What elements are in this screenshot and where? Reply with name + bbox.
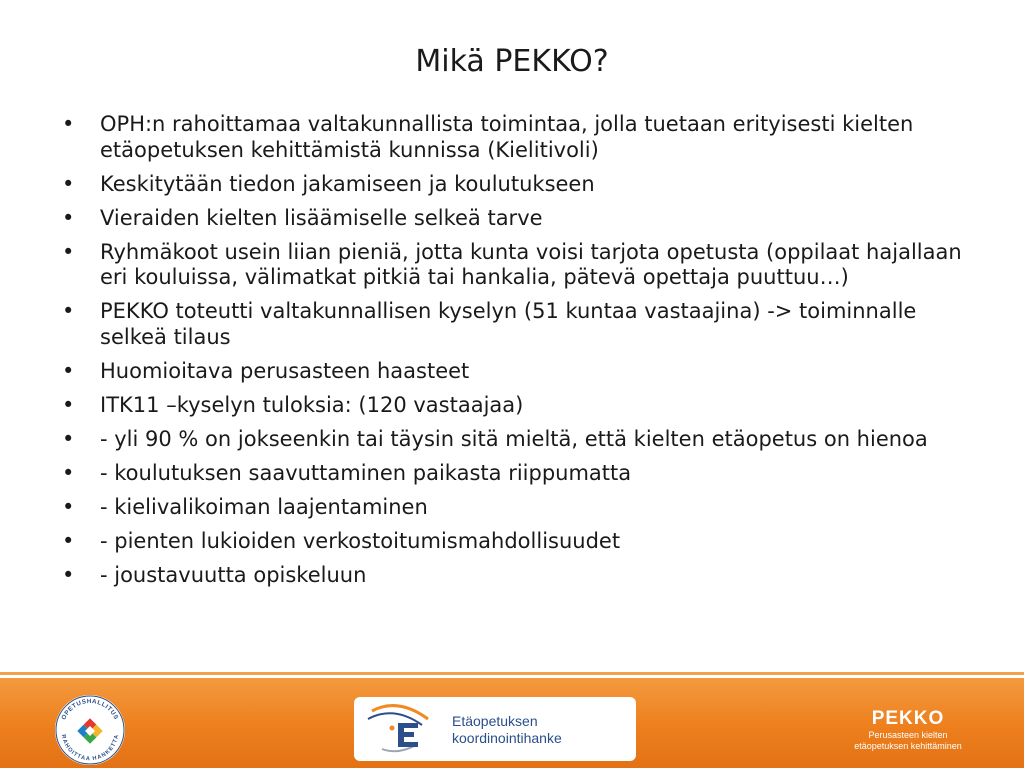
etaopetus-logo-line1: Etäopetuksen bbox=[452, 713, 538, 729]
bullet-dot-icon: • bbox=[62, 239, 75, 264]
pekko-brand bbox=[840, 708, 976, 752]
bullet-dot-icon: • bbox=[62, 358, 75, 383]
bullet-item bbox=[62, 240, 962, 291]
bullet-text: - joustavuutta opiskeluun bbox=[100, 562, 367, 587]
bullet-dot-icon: • bbox=[62, 528, 75, 553]
opetushallitus-seal-icon bbox=[54, 694, 126, 766]
bullet-text: - pienten lukioiden verkostoitumismahdollisuudet bbox=[100, 528, 621, 553]
bullet-dot-icon: • bbox=[62, 112, 75, 136]
bullet-text: - kielivalikoiman laajentaminen bbox=[100, 494, 428, 519]
slide-title: Mikä PEKKO? bbox=[415, 44, 609, 79]
etaopetus-logo-line2: koordinointihanke bbox=[452, 730, 562, 746]
bullet-dot-icon: • bbox=[62, 460, 75, 485]
bullet-text: Vieraiden kielten lisäämiselle selkeä tarve bbox=[100, 205, 543, 230]
pekko-brand-subtitle-2: etäopetuksen kehittäminen bbox=[854, 741, 962, 751]
etaopetus-logo-text bbox=[452, 713, 562, 747]
bullet-item bbox=[62, 529, 962, 555]
etaopetus-coordination-logo bbox=[354, 697, 636, 761]
bullet-item bbox=[62, 563, 962, 589]
bullet-item bbox=[62, 206, 962, 232]
bullet-list bbox=[62, 112, 962, 597]
bullet-text: ITK11 –kyselyn tuloksia: (120 vastaajaa) bbox=[100, 392, 524, 417]
bullet-dot-icon: • bbox=[62, 392, 75, 417]
bullet-text: Keskitytään tiedon jakamiseen ja koulutukseen bbox=[100, 171, 595, 196]
bullet-item bbox=[62, 393, 962, 419]
bullet-dot-icon: • bbox=[62, 299, 75, 323]
bullet-text: - yli 90 % on jokseenkin tai täysin sitä mieltä, että kielten etäopetus on hienoa bbox=[100, 426, 928, 451]
seal-bottom-text: RAHOITTAA HANKETTA bbox=[59, 734, 121, 763]
bullet-item bbox=[62, 112, 962, 163]
footer-divider bbox=[0, 672, 1024, 675]
pekko-brand-subtitle-1: Perusasteen kielten bbox=[868, 730, 948, 740]
bullet-item bbox=[62, 427, 962, 453]
bullet-dot-icon: • bbox=[62, 562, 75, 587]
bullet-dot-icon: • bbox=[62, 426, 75, 451]
bullet-dot-icon: • bbox=[62, 171, 75, 196]
bullet-item bbox=[62, 299, 962, 350]
bullet-dot-icon: • bbox=[62, 205, 75, 230]
bullet-text: OPH:n rahoittamaa valtakunnallista toimintaa, jolla tuetaan erityisesti kielten etäopetuksen kehittämistä kunnissa (Kielitivoli) bbox=[100, 112, 914, 162]
bullet-item bbox=[62, 359, 962, 385]
bullet-text: PEKKO toteutti valtakunnallisen kyselyn (51 kuntaa vastaajina) -> toiminnalle selkeä tilaus bbox=[100, 299, 917, 349]
bullet-text: - koulutuksen saavuttaminen paikasta riippumatta bbox=[100, 460, 632, 485]
bullet-text: Huomioitava perusasteen haasteet bbox=[100, 358, 470, 383]
bullet-item bbox=[62, 461, 962, 487]
etaopetus-e-logo-icon bbox=[358, 697, 448, 761]
pekko-brand-name: PEKKO bbox=[871, 708, 945, 729]
bullet-text: Ryhmäkoot usein liian pieniä, jotta kunta voisi tarjota opetusta (oppilaat hajallaan eri kouluissa, välimatkat pitkiä tai hankalia, pätevä opettaja puuttuu…) bbox=[100, 239, 962, 289]
bullet-item bbox=[62, 495, 962, 521]
seal-top-text: OPETUSHALLITUS bbox=[60, 697, 120, 722]
bullet-item bbox=[62, 172, 962, 198]
bullet-dot-icon: • bbox=[62, 494, 75, 519]
